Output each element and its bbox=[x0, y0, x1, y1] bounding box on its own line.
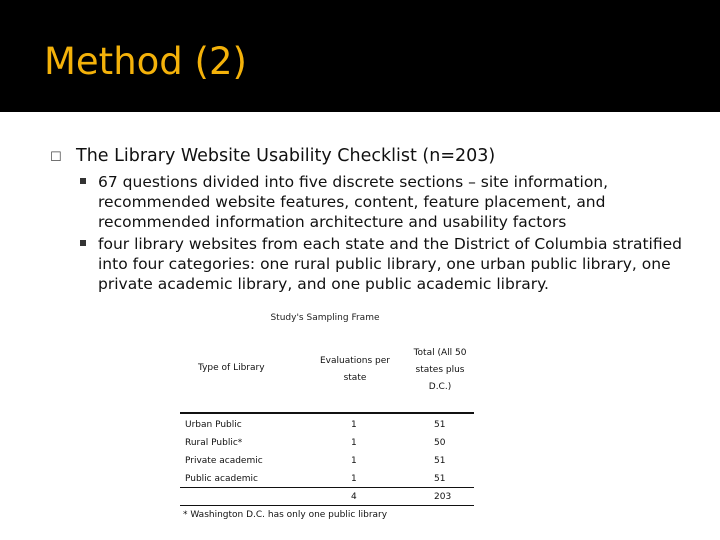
cell-type: Private academic bbox=[185, 456, 263, 466]
table-row bbox=[185, 474, 475, 486]
table-caption: Study's Sampling Frame bbox=[270, 313, 380, 323]
sub-bullet-text: four library websites from each state and the District of Columbia stratified into four categories: one rural public library, one urban public library, one private academic library, and one public academic library. bbox=[98, 235, 682, 293]
cell-type: Rural Public* bbox=[185, 438, 243, 448]
table-rule-thick bbox=[180, 412, 474, 414]
cell-type: Urban Public bbox=[185, 420, 242, 430]
main-bullet bbox=[50, 146, 495, 166]
table-row-total bbox=[185, 492, 475, 504]
title-bar bbox=[0, 0, 720, 112]
cell-type: Public academic bbox=[185, 474, 258, 484]
table-footnote: * Washington D.C. has only one public library bbox=[183, 510, 388, 520]
bullet-box-icon: ☐ bbox=[50, 150, 62, 165]
cell-total: 51 bbox=[434, 456, 446, 466]
square-bullet-icon bbox=[80, 240, 86, 246]
table-row bbox=[185, 420, 475, 432]
cell-total: 203 bbox=[434, 492, 452, 502]
cell-total: 51 bbox=[434, 474, 446, 484]
table-rule-thin bbox=[180, 487, 474, 488]
cell-evaluations: 1 bbox=[351, 420, 357, 430]
cell-evaluations: 1 bbox=[351, 474, 357, 484]
header-evaluations: Evaluations per state bbox=[320, 356, 390, 383]
table-row bbox=[185, 456, 475, 468]
sub-bullet-text: 67 questions divided into five discrete sections – site information, recommended website features, content, feature placement, and recommended information architecture and usability factors bbox=[98, 173, 609, 231]
table-rule-bottom bbox=[180, 505, 474, 506]
table-row bbox=[185, 438, 475, 450]
cell-total: 51 bbox=[434, 420, 446, 430]
square-bullet-icon bbox=[80, 178, 86, 184]
cell-evaluations: 1 bbox=[351, 456, 357, 466]
sub-bullet-1 bbox=[80, 172, 700, 232]
main-bullet-suffix: (n=203) bbox=[416, 146, 496, 166]
cell-total: 50 bbox=[434, 438, 446, 448]
slide-title: Method (2) bbox=[44, 40, 247, 83]
sub-bullet-2 bbox=[80, 234, 700, 294]
header-type: Type of Library bbox=[198, 363, 265, 373]
cell-evaluations: 1 bbox=[351, 438, 357, 448]
header-total: Total (All 50 states plus D.C.) bbox=[413, 348, 467, 392]
main-bullet-text: The Library Website Usability Checklist bbox=[76, 146, 417, 166]
cell-evaluations: 4 bbox=[351, 492, 357, 502]
